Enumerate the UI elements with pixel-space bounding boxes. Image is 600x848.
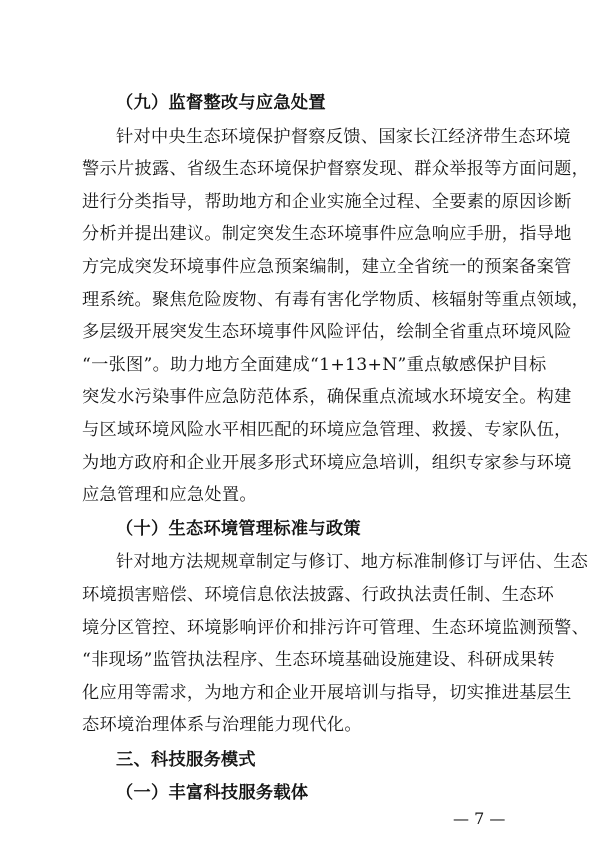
paragraph-line: 与区域环境风险水平相匹配的环境应急管理、救援、专家队伍， [82, 420, 572, 440]
section-heading-9: （九）监督整改与应急处置 [116, 93, 326, 113]
paragraph-line: 境分区管控、环境影响评价和排污许可管理、生态环境监测预警、 [82, 617, 590, 638]
paragraph-line: 突发水污染事件应急防范体系，确保重点流域水环境安全。构建 [82, 387, 572, 408]
page-number: — 7 — [453, 809, 506, 829]
paragraph-line: 化应用等需求，为地方和企业开展培训与指导，切实推进基层生 [82, 682, 572, 703]
paragraph-line: 针对中央生态环境保护督察反馈、国家长江经济带生态环境 [116, 126, 571, 147]
paragraph-line: 分析并提出建议。制定突发生态环境事件应急响应手册，指导地 [82, 224, 572, 245]
paragraph-line: 理系统。聚焦危险废物、有毒有害化学物质、核辐射等重点领域， [82, 289, 590, 310]
paragraph-line: 进行分类指导，帮助地方和企业实施全过程、全要素的原因诊断 [82, 191, 572, 212]
paragraph-line: 为地方政府和企业开展多形式环境应急培训，组织专家参与环境 [82, 452, 572, 473]
paragraph-line: 应急管理和应急处置。 [82, 485, 257, 506]
paragraph-line: 方完成突发环境事件应急预案编制，建立全省统一的预案备案管 [82, 257, 572, 277]
paragraph-line: 警示片披露、省级生态环境保护督察发现、群众举报等方面问题， [82, 159, 590, 180]
paragraph-line: 多层级开展突发生态环境事件风险评估，绘制全省重点环境风险 [82, 322, 572, 343]
paragraph-line: 针对地方法规规章制定与修订、地方标准制修订与评估、生态 [116, 552, 589, 573]
chapter-heading: 三、科技服务模式 [116, 750, 256, 770]
section-heading-10: （十）生态环境管理标准与政策 [116, 518, 361, 539]
subsection-heading: （一）丰富科技服务载体 [116, 782, 309, 803]
paragraph-line: 环境损害赔偿、环境信息依法披露、行政执法责任制、生态环 [82, 585, 555, 605]
paragraph-line: 态环境治理体系与治理能力现代化。 [82, 715, 362, 736]
paragraph-line: “一张图”。助力地方全面建成“1+13+N”重点敏感保护目标 [82, 354, 547, 375]
paragraph-line: “非现场”监管执法程序、生态环境基础设施建设、科研成果转 [82, 650, 555, 671]
